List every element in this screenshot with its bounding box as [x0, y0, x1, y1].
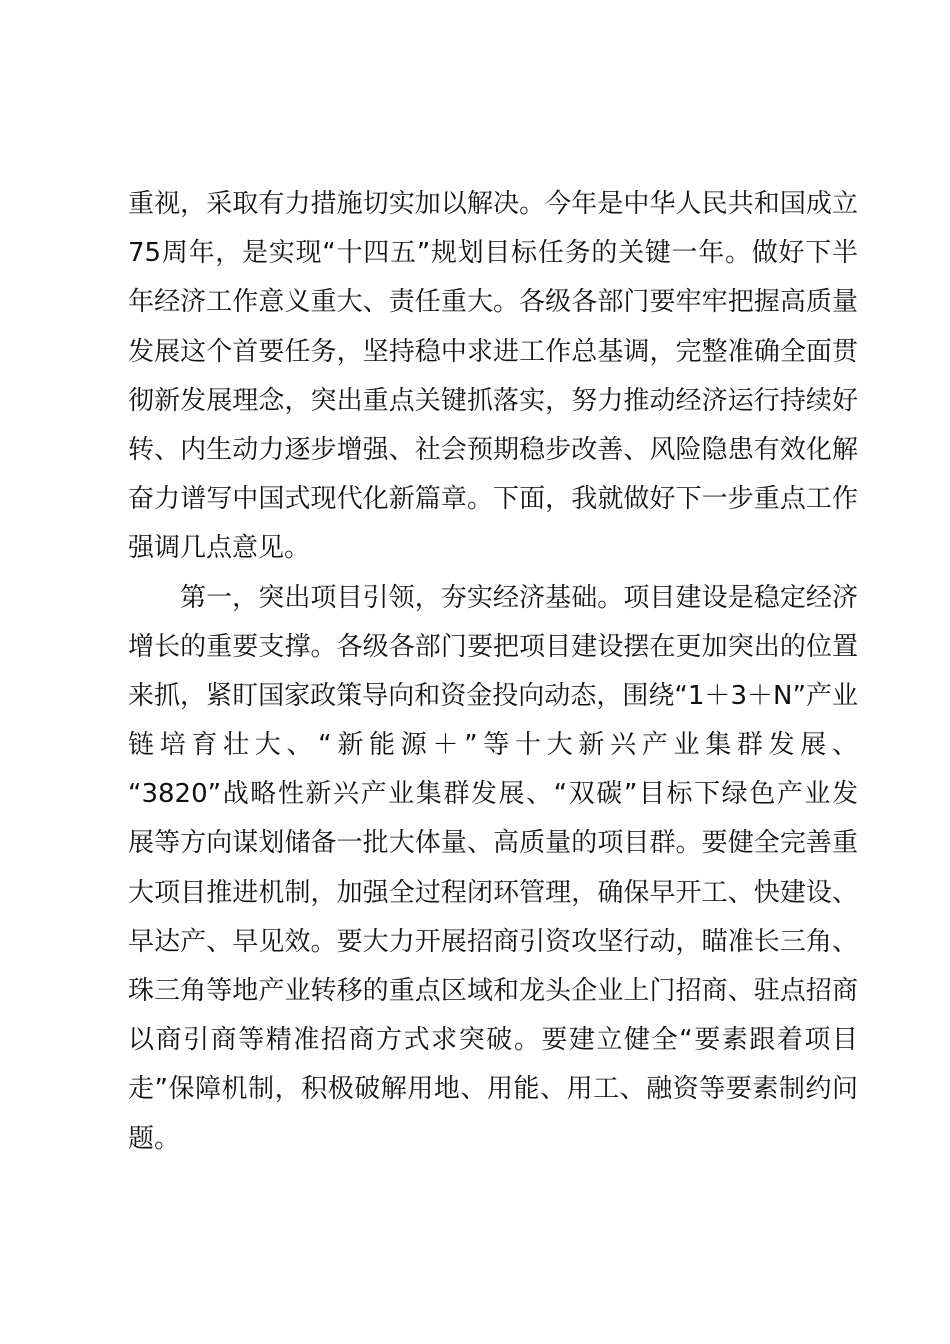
text-line: 大项目推进机制，加强全过程闭环管理，确保早开工、快建设、 — [128, 877, 858, 908]
body-text — [128, 180, 858, 1164]
text-line: 75周年，是实现“十四五”规划目标任务的关键一年。做好下半 — [128, 238, 858, 269]
text-line: 转、内生动力逐步增强、社会预期稳步改善、风险隐患有效化解 — [128, 434, 858, 465]
text-line: 展等方向谋划储备一批大体量、高质量的项目群。要健全完善重 — [128, 828, 858, 859]
text-line: 发展这个首要任务，坚持稳中求进工作总基调，完整准确全面贯 — [128, 336, 858, 367]
text-line: 早达产、早见效。要大力开展招商引资攻坚行动，瞄准长三角、 — [128, 926, 858, 957]
text-line: 彻新发展理念，突出重点关键抓落实，努力推动经济运行持续好 — [128, 385, 858, 416]
text-line: 走”保障机制，积极破解用地、用能、用工、融资等要素制约问 — [128, 1074, 858, 1105]
text-line: 重视，采取有力措施切实加以解决。今年是中华人民共和国成立 — [128, 189, 858, 219]
text-line: 以商引商等精准招商方式求突破。要建立健全“要素跟着项目 — [128, 1025, 858, 1056]
text-line: 年经济工作意义重大、责任重大。各级各部门要牢牢把握高质量 — [128, 287, 858, 318]
text-line: “3820”战略性新兴产业集群发展、“双碳”目标下绿色产业发 — [128, 779, 858, 810]
text-line: 强调几点意见。 — [128, 533, 311, 564]
text-line: 奋力谱写中国式现代化新篇章。下面，我就做好下一步重点工作 — [128, 484, 858, 515]
text-line: 来抓，紧盯国家政策导向和资金投向动态，围绕“1＋3＋N”产业 — [128, 680, 858, 711]
text-line: 链培育壮大、“新能源＋”等十大新兴产业集群发展、 — [128, 730, 858, 761]
paragraph-first-line: 第一，突出项目引领，夯实经济基础。项目建设是稳定经济 — [180, 582, 858, 613]
text-line: 珠三角等地产业转移的重点区域和龙头企业上门招商、驻点招商 — [128, 976, 858, 1006]
text-line: 题。 — [128, 1123, 181, 1154]
text-line: 增长的重要支撑。各级各部门要把项目建设摆在更加突出的位置 — [128, 631, 858, 662]
